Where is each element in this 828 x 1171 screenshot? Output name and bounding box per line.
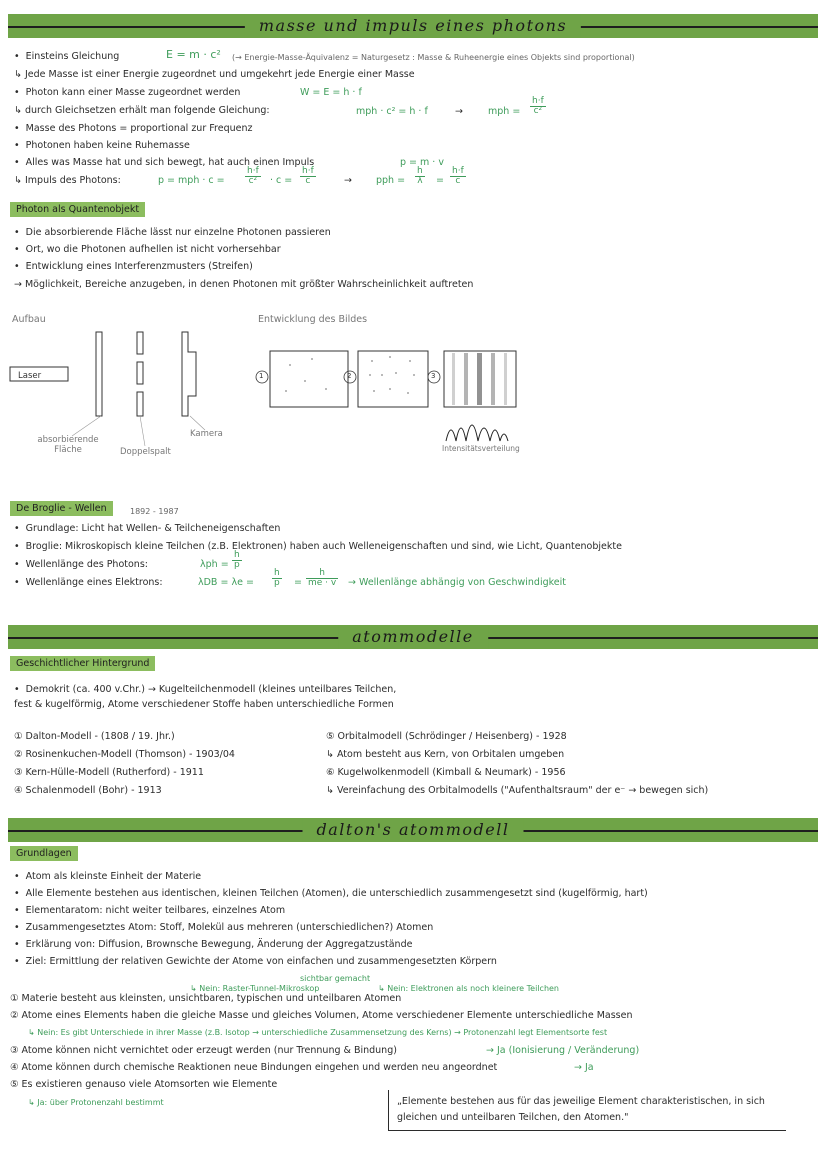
text-line: • Wellenlänge des Photons: bbox=[14, 559, 148, 570]
screen-3-fringes bbox=[452, 353, 507, 405]
text-line: • Einsteins Gleichung bbox=[14, 51, 120, 62]
green-note: → Ja (Ionisierung / Veränderung) bbox=[486, 1045, 640, 1056]
text-line: → Möglichkeit, Bereiche anzugeben, in denen Photonen mit größter Wahrscheinlichkeit auftreten bbox=[14, 279, 474, 290]
formula: λDB = λe = bbox=[198, 577, 254, 588]
label-grundlagen: Grundlagen bbox=[10, 846, 78, 861]
text-line: • Ort, wo die Photonen aufhellen ist nicht vorhersehbar bbox=[14, 244, 281, 255]
formula: mph = bbox=[488, 106, 521, 117]
formula: = bbox=[436, 175, 444, 186]
fraction: $\frac{h}{p}$ bbox=[274, 568, 280, 588]
section-title: dalton's atommodell bbox=[303, 818, 524, 842]
fraction: $\frac{h}{\lambda}$ bbox=[417, 166, 423, 186]
arrow: → bbox=[344, 175, 352, 186]
years: 1892 - 1987 bbox=[130, 507, 179, 516]
section-banner-dalton bbox=[8, 818, 818, 842]
list-item: ↳ Vereinfachung des Orbitalmodells ("Aufenthaltsraum" der e⁻ → bewegen sich) bbox=[326, 785, 709, 796]
intensity-curve bbox=[446, 425, 508, 441]
screen-2-dots bbox=[369, 356, 415, 394]
formula: λph = bbox=[200, 559, 229, 570]
fraction: $\frac{h}{p}$ bbox=[234, 550, 240, 570]
section-title: masse und impuls eines photons bbox=[245, 14, 581, 38]
note: (→ Energie-Masse-Äquivalenz = Naturgesetz : Masse & Ruheenergie eines Objekts sind proportional) bbox=[232, 53, 635, 62]
text-line: • Atom als kleinste Einheit der Materie bbox=[14, 871, 202, 882]
step-2-number: 2 bbox=[347, 372, 352, 380]
numbered-item: ① Materie besteht aus kleinsten, unsichtbaren, typischen und unteilbaren Atomen bbox=[10, 993, 402, 1004]
text-line: • Photon kann einer Masse zugeordnet werden bbox=[14, 87, 241, 98]
absorbing-screen bbox=[96, 332, 102, 416]
text-line: • Alle Elemente bestehen aus identischen, kleinen Teilchen (Atomen), die unterschiedlich zusammengesetzt sind (kugelförmig, hart) bbox=[14, 888, 648, 899]
fraction: $\frac{h\cdot f}{\text{c²}}$ bbox=[247, 166, 259, 186]
text-line: • Elementaratom: nicht weiter teilbares, einzelnes Atom bbox=[14, 905, 286, 916]
screen-2 bbox=[358, 351, 428, 407]
text-line: • Broglie: Mikroskopisch kleine Teilchen (z.B. Elektronen) haben auch Welleneigenschaften und sind, wie Licht, Quantenobjekte bbox=[14, 541, 622, 552]
text-line: • Wellenlänge eines Elektrons: bbox=[14, 577, 163, 588]
section-banner-atommodelle bbox=[8, 625, 818, 649]
text-line: fest & kugelförmig, Atome verschiedener Stoffe haben unterschiedliche Formen bbox=[14, 699, 394, 710]
dalton-quote: „Elemente bestehen aus für das jeweilige Element charakteristischen, in sich gleichen und unteilbaren Teilchen, den Atomen." bbox=[388, 1090, 786, 1131]
fraction: $\frac{h\cdot f}{c}$ bbox=[452, 166, 464, 186]
fraction: $\frac{h\cdot f}{c}$ bbox=[302, 166, 314, 186]
formula: p = m · v bbox=[400, 157, 444, 168]
label-broglie: De Broglie - Wellen bbox=[10, 501, 113, 516]
fraction: $\frac{h}{me \cdot v}$ bbox=[308, 568, 337, 588]
double-slit-top bbox=[137, 332, 143, 354]
label-quantenobjekt: Photon als Quantenobjekt bbox=[10, 202, 145, 217]
list-item: ② Rosinenkuchen-Modell (Thomson) - 1903/04 bbox=[14, 749, 235, 760]
text-line: ↳ durch Gleichsetzen erhält man folgende Gleichung: bbox=[14, 105, 270, 116]
formula: W = E = h · f bbox=[300, 87, 362, 98]
text-line: • Photonen haben keine Ruhemasse bbox=[14, 140, 190, 151]
double-slit-bottom bbox=[137, 392, 143, 416]
camera-label: Kamera bbox=[190, 429, 223, 439]
screen-1 bbox=[270, 351, 348, 407]
step-3-number: 3 bbox=[431, 372, 436, 380]
numbered-item: ⑤ Es existieren genauso viele Atomsorten wie Elemente bbox=[10, 1079, 278, 1090]
formula: E = m · c² bbox=[166, 48, 221, 61]
entwicklung-label: Entwicklung des Bildes bbox=[258, 314, 368, 325]
list-item: ⑥ Kugelwolkenmodell (Kimball & Neumark) - 1956 bbox=[326, 767, 566, 778]
text-line: • Zusammengesetztes Atom: Stoff, Molekül aus mehreren (unterschiedlichen?) Atomen bbox=[14, 922, 434, 933]
text-line: ↳ Impuls des Photons: bbox=[14, 175, 121, 186]
numbered-item: ③ Atome können nicht vernichtet oder erzeugt werden (nur Trennung & Bindung) bbox=[10, 1045, 397, 1056]
list-item: ③ Kern-Hülle-Modell (Rutherford) - 1911 bbox=[14, 767, 204, 778]
formula: p = mph · c = bbox=[158, 175, 225, 186]
section-title: atommodelle bbox=[338, 625, 488, 649]
list-item: ⑤ Orbitalmodell (Schrödinger / Heisenberg) - 1928 bbox=[326, 731, 567, 742]
section-banner-photon bbox=[8, 14, 818, 38]
camera bbox=[182, 332, 196, 416]
text-line: • Alles was Masse hat und sich bewegt, hat auch einen Impuls bbox=[14, 157, 315, 168]
list-item: ↳ Atom besteht aus Kern, von Orbitalen umgeben bbox=[326, 749, 565, 760]
list-item: ① Dalton-Modell - (1808 / 19. Jhr.) bbox=[14, 731, 175, 742]
numbered-item: ④ Atome können durch chemische Reaktionen neue Bindungen eingehen und werden neu angeordnet bbox=[10, 1062, 498, 1073]
formula: mph · c² = h · f bbox=[356, 106, 428, 117]
text-line: • Entwicklung eines Interferenzmusters (Streifen) bbox=[14, 261, 253, 272]
text-line: • Die absorbierende Fläche lässt nur einzelne Photonen passieren bbox=[14, 227, 331, 238]
double-slit-label: Doppelspalt bbox=[120, 447, 171, 457]
absorbing-label: absorbierende Fläche bbox=[37, 435, 99, 455]
screen-1-dots bbox=[285, 358, 327, 392]
double-slit-middle bbox=[137, 362, 143, 384]
arrow: → bbox=[455, 106, 463, 117]
fraction: $\frac{h\cdot f}{\text{c²}}$ bbox=[532, 96, 544, 116]
text-line: • Masse des Photons = proportional zur Frequenz bbox=[14, 123, 253, 134]
annotation: ↳ Nein: Raster-Tunnel-Mikroskop bbox=[190, 984, 320, 993]
laser-label: Laser bbox=[18, 371, 42, 381]
text-line: • Demokrit (ca. 400 v.Chr.) → Kugelteilchenmodell (kleines unteilbares Teilchen, bbox=[14, 684, 397, 695]
annotation: sichtbar gemacht bbox=[300, 974, 371, 983]
step-1-number: 1 bbox=[259, 372, 264, 380]
text-line: • Erklärung von: Diffusion, Brownsche Bewegung, Änderung der Aggregatzustände bbox=[14, 939, 413, 950]
text-line: • Ziel: Ermittlung der relativen Gewichte der Atome von einfachen und zusammengesetzten Körpern bbox=[14, 956, 497, 967]
numbered-item: ② Atome eines Elements haben die gleiche Masse und gleiches Volumen, Atome verschiedener Elemente unterschiedliche Massen bbox=[10, 1010, 633, 1021]
text-line: ↳ Jede Masse ist einer Energie zugeordnet und umgekehrt jede Energie einer Masse bbox=[14, 69, 415, 80]
formula: = bbox=[294, 577, 302, 588]
green-note: ↳ Ja: über Protonenzahl bestimmt bbox=[28, 1098, 164, 1107]
green-note: ↳ Nein: Es gibt Unterschiede in ihrer Masse (z.B. Isotop → unterschiedliche Zusammensetzung des Kerns) → Protonenzahl legt Elementsorte fest bbox=[28, 1028, 608, 1037]
formula: · c = bbox=[270, 175, 293, 186]
text-line: • Grundlage: Licht hat Wellen- & Teilcheneigenschaften bbox=[14, 523, 281, 534]
list-item: ④ Schalenmodell (Bohr) - 1913 bbox=[14, 785, 162, 796]
annotation: ↳ Nein: Elektronen als noch kleinere Teilchen bbox=[378, 984, 560, 993]
intensity-label: Intensitätsverteilung bbox=[442, 444, 520, 453]
note: → Wellenlänge abhängig von Geschwindigkeit bbox=[348, 577, 566, 588]
aufbau-label: Aufbau bbox=[12, 314, 46, 325]
formula: pph = bbox=[376, 175, 406, 186]
entwicklung-diagram bbox=[250, 345, 530, 455]
green-note: → Ja bbox=[574, 1062, 594, 1073]
label-hintergrund: Geschichtlicher Hintergrund bbox=[10, 656, 155, 671]
